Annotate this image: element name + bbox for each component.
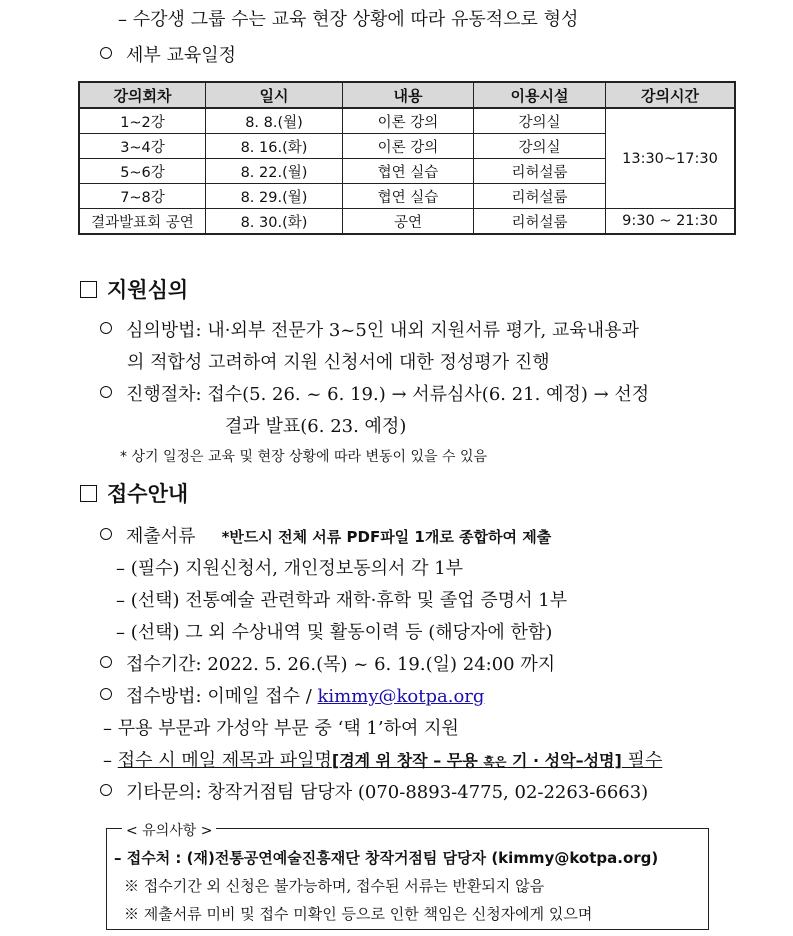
cell-session: 3~4강	[79, 134, 206, 159]
cell-content: 이론 강의	[343, 134, 474, 159]
reception-period: 접수기간: 2022. 5. 26.(목) ~ 6. 19.(일) 24:00 까지	[100, 650, 555, 676]
square-bullet-icon	[80, 281, 97, 298]
header-content: 내용	[343, 82, 474, 108]
review-method-cont: 의 적합성 고려하여 지원 신청서에 대한 정성평가 진행	[127, 352, 550, 373]
cell-facility: 리허설룸	[474, 209, 606, 235]
header-date: 일시	[206, 82, 343, 108]
contact-line: 기타문의: 창작거점팀 담당자 (070-8893-4775, 02-2263-6663)	[100, 778, 648, 804]
notice-item-1: ※ 접수기간 외 신청은 불가능하며, 접수된 서류는 반환되지 않음	[124, 877, 545, 895]
cell-facility: 리허설룸	[474, 184, 606, 209]
review-process: 진행절차: 접수(5. 26. ~ 6. 19.) → 서류심사(6. 21. 예정) → 선정	[100, 380, 649, 406]
section-heading-review: 지원심의	[80, 274, 188, 304]
table-row	[79, 209, 735, 235]
review-note: * 상기 일정은 교육 및 현장 상황에 따라 변동이 있을 수 있음	[120, 449, 488, 465]
cell-facility: 리허설룸	[474, 159, 606, 184]
square-bullet-icon	[80, 485, 97, 502]
cell-date: 8. 29.(월)	[206, 184, 343, 209]
circle-bullet-icon	[100, 528, 112, 540]
doc-optional-2: – (선택) 그 외 수상내역 및 활동이력 등 (해당자에 한함)	[116, 622, 553, 643]
cell-content: 협연 실습	[343, 159, 474, 184]
schedule-table	[78, 81, 736, 235]
section-heading-reception: 접수안내	[80, 478, 188, 508]
circle-bullet-icon	[100, 322, 112, 334]
reception-method: 접수방법: 이메일 접수 / kimmy@kotpa.org	[100, 682, 484, 708]
cell-date: 8. 22.(월)	[206, 159, 343, 184]
notice-item-2: ※ 제출서류 미비 및 접수 미확인 등으로 인한 책임은 신청자에게 있으며	[124, 905, 593, 923]
cell-date: 8. 30.(화)	[206, 209, 343, 235]
cell-session: 결과발표회 공연	[79, 209, 206, 235]
cell-content: 협연 실습	[343, 184, 474, 209]
cell-facility: 강의실	[474, 108, 606, 134]
doc-optional-1: – (선택) 전통예술 관련학과 재학·휴학 및 졸업 증명서 1부	[116, 590, 568, 611]
circle-bullet-icon	[100, 688, 112, 700]
review-process-cont: 결과 발표(6. 23. 예정)	[225, 416, 407, 437]
notice-title: < 유의사항 >	[122, 820, 216, 840]
schedule-subtitle: 세부 교육일정	[100, 41, 236, 67]
table-row	[79, 108, 735, 134]
cell-date: 8. 16.(화)	[206, 134, 343, 159]
docs-pdf-note: *반드시 전체 서류 PDF파일 1개로 종합하여 제출	[221, 528, 552, 546]
circle-bullet-icon	[100, 784, 112, 796]
cell-session: 5~6강	[79, 159, 206, 184]
choice-note: – 무용 부문과 가성악 부문 중 ‘택 1’하여 지원	[103, 718, 459, 739]
cell-session: 1~2강	[79, 108, 206, 134]
docs-line: 제출서류 *반드시 전체 서류 PDF파일 1개로 종합하여 제출	[100, 522, 551, 548]
circle-bullet-icon	[100, 386, 112, 398]
cell-time-merged: 13:30~17:30	[606, 108, 736, 209]
header-session: 강의회차	[79, 82, 206, 108]
circle-bullet-icon	[100, 47, 112, 59]
cell-session: 7~8강	[79, 184, 206, 209]
notice-recipient: – 접수처 : (재)전통공연예술진흥재단 창작거점팀 담당자 (kimmy@kotpa.org)	[114, 849, 659, 867]
email-link[interactable]: kimmy@kotpa.org	[317, 686, 485, 707]
cell-content: 이론 강의	[343, 108, 474, 134]
header-time: 강의시간	[606, 82, 736, 108]
table-header-row	[79, 82, 735, 108]
cell-date: 8. 8.(월)	[206, 108, 343, 134]
group-formation-note: – 수강생 그룹 수는 교육 현장 상황에 따라 유동적으로 형성	[118, 9, 579, 30]
cell-facility: 강의실	[474, 134, 606, 159]
cell-content: 공연	[343, 209, 474, 235]
mail-title-note: – 접수 시 메일 제목과 파일명[경계 위 창작 – 무용 혹은 기 · 성악–성명] 필수	[103, 750, 663, 771]
header-facility: 이용시설	[474, 82, 606, 108]
review-method: 심의방법: 내·외부 전문가 3~5인 내외 지원서류 평가, 교육내용과	[100, 316, 639, 342]
doc-required: – (필수) 지원신청서, 개인정보동의서 각 1부	[116, 558, 464, 579]
circle-bullet-icon	[100, 656, 112, 668]
cell-time: 9:30 ~ 21:30	[606, 209, 736, 235]
